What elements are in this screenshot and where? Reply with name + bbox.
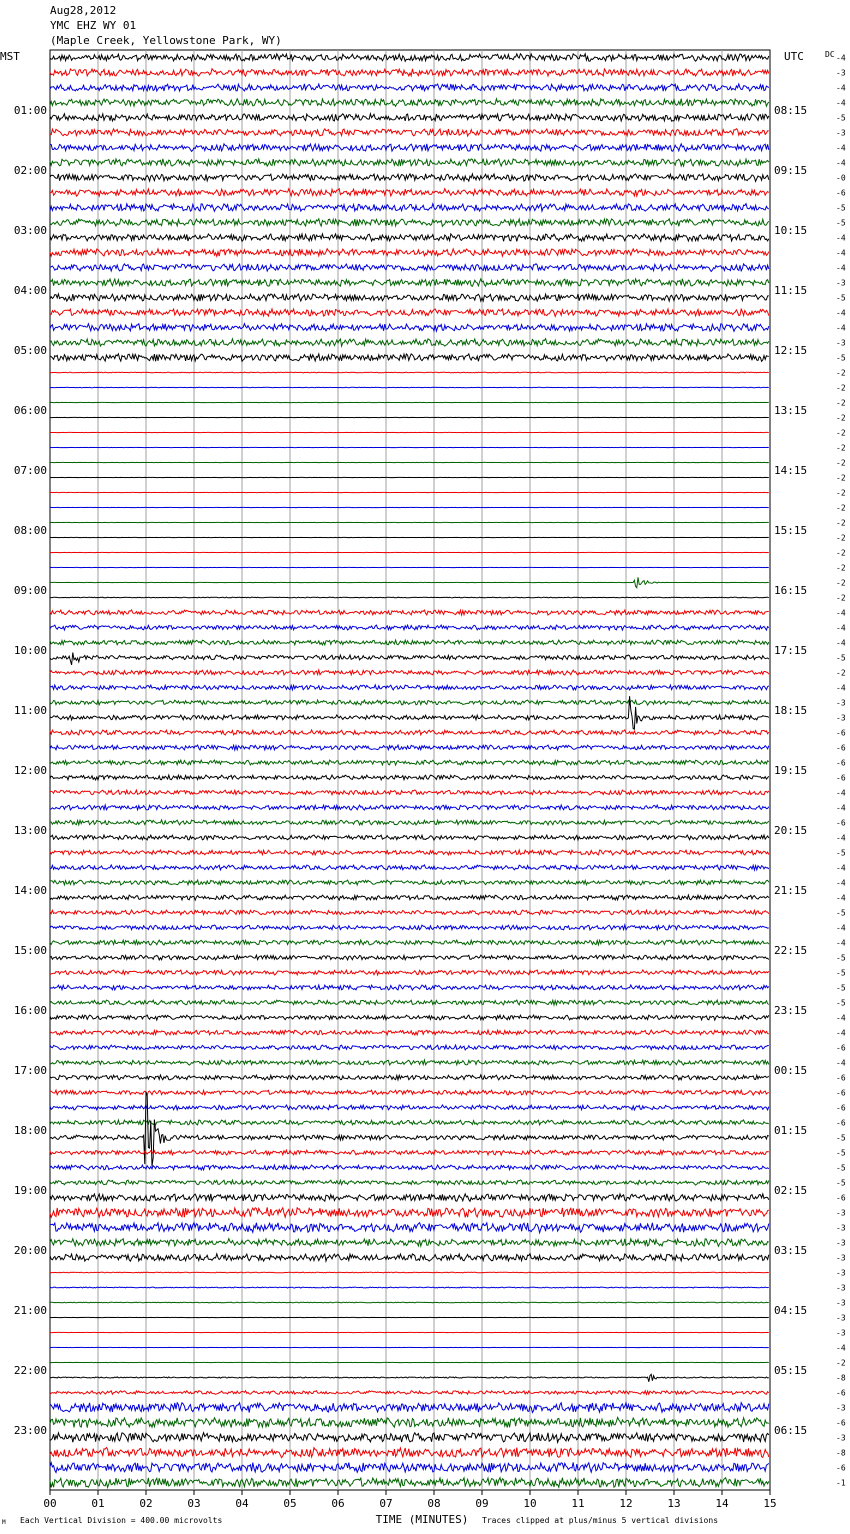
right-hour-label: 04:15 xyxy=(774,1304,808,1317)
right-hour-label: 08:15 xyxy=(774,104,808,117)
trace-row-67 xyxy=(50,1060,769,1065)
dc-offset-label: -6 xyxy=(836,1118,846,1128)
trace-row-12 xyxy=(50,234,769,242)
dc-offset-label: -3 xyxy=(836,1253,846,1263)
dc-offset-label: -4 xyxy=(836,263,846,273)
trace-row-5 xyxy=(50,129,769,136)
trace-row-18 xyxy=(50,324,769,332)
right-hour-label: 00:15 xyxy=(774,1064,808,1077)
trace-row-82 xyxy=(50,1287,769,1288)
trace-row-62 xyxy=(50,985,769,990)
x-tick-label: 06 xyxy=(331,1497,345,1510)
right-hour-label: 19:15 xyxy=(774,764,808,777)
dc-offset-label: -5 xyxy=(836,908,846,918)
right-hour-label: 12:15 xyxy=(774,344,808,357)
trace-row-91 xyxy=(50,1417,769,1427)
dc-offset-label: -6 xyxy=(836,1103,846,1113)
trace-row-64 xyxy=(50,1015,769,1020)
trace-row-54 xyxy=(50,865,769,870)
dc-offset-label: -3 xyxy=(836,1283,846,1293)
dc-offset-label: -3 xyxy=(836,1328,846,1338)
right-hour-label: 21:15 xyxy=(774,884,808,897)
dc-offset-label: -4 xyxy=(836,938,846,948)
trace-row-95 xyxy=(50,1478,769,1488)
x-tick-label: 10 xyxy=(523,1497,537,1510)
left-hour-label: 06:00 xyxy=(13,404,47,417)
dc-offset-label: -6 xyxy=(836,1463,846,1473)
x-tick-label: 09 xyxy=(475,1497,489,1510)
trace-row-7 xyxy=(50,159,769,166)
dc-offset-label: -4 xyxy=(836,83,846,93)
trace-row-2 xyxy=(50,84,769,91)
trace-row-89 xyxy=(50,1391,769,1395)
dc-offset-label: -6 xyxy=(836,188,846,198)
dc-offset-label: -2 xyxy=(836,563,846,573)
left-hour-label: 02:00 xyxy=(13,164,47,177)
dc-offset-label: -3 xyxy=(836,1433,846,1443)
left-hour-label: 13:00 xyxy=(13,824,47,837)
dc-offset-label: -4 xyxy=(836,98,846,108)
trace-row-3 xyxy=(50,99,769,107)
trace-row-38 xyxy=(50,625,769,630)
dc-offset-label: -2 xyxy=(836,413,846,423)
dc-offset-label: -0 xyxy=(836,173,846,183)
trace-row-74 xyxy=(50,1165,769,1170)
dc-offset-label: -4 xyxy=(836,893,846,903)
trace-row-59 xyxy=(50,940,769,945)
dc-offset-label: -5 xyxy=(836,1178,846,1188)
trace-row-72 xyxy=(50,1092,769,1167)
trace-row-11 xyxy=(50,219,769,227)
trace-row-69 xyxy=(50,1090,769,1095)
dc-offset-label: -6 xyxy=(836,1073,846,1083)
labels xyxy=(0,50,846,1526)
dc-offset-label: -2 xyxy=(836,548,846,558)
footer-mark: M xyxy=(2,1519,6,1526)
dc-offset-label: -1 xyxy=(836,1478,846,1488)
left-hour-label: 22:00 xyxy=(13,1364,47,1377)
dc-offset-label: -6 xyxy=(836,743,846,753)
footer-clip-note: Traces clipped at plus/minus 5 vertical divisions xyxy=(482,1516,719,1525)
x-axis-label: TIME (MINUTES) xyxy=(375,1513,469,1526)
dc-offset-label: -8 xyxy=(836,1448,846,1458)
dc-offset-label: -3 xyxy=(836,1313,846,1323)
dc-offset-label: -5 xyxy=(836,1148,846,1158)
trace-row-66 xyxy=(50,1045,769,1050)
trace-row-13 xyxy=(50,249,769,257)
dc-offset-label: -3 xyxy=(836,338,846,348)
trace-row-22 xyxy=(50,387,769,388)
trace-row-92 xyxy=(50,1433,769,1443)
trace-row-10 xyxy=(50,204,769,212)
trace-row-55 xyxy=(50,880,769,885)
dc-offset-label: -4 xyxy=(836,158,846,168)
traces xyxy=(50,54,769,1488)
trace-row-65 xyxy=(50,1030,769,1035)
dc-header-label: DC xyxy=(825,50,835,59)
dc-offset-label: -3 xyxy=(836,1238,846,1248)
x-tick-label: 07 xyxy=(379,1497,393,1510)
trace-row-48 xyxy=(50,775,769,780)
left-hour-label: 07:00 xyxy=(13,464,47,477)
dc-offset-label: -6 xyxy=(836,1388,846,1398)
dc-offset-label: -5 xyxy=(836,848,846,858)
trace-row-6 xyxy=(50,144,769,152)
left-hour-label: 11:00 xyxy=(13,704,47,717)
dc-offset-label: -4 xyxy=(836,623,846,633)
trace-row-42 xyxy=(50,685,769,690)
dc-offset-label: -5 xyxy=(836,218,846,228)
trace-row-4 xyxy=(50,114,769,121)
dc-offset-label: -5 xyxy=(836,353,846,363)
dc-offset-label: -3 xyxy=(836,698,846,708)
dc-offset-label: -4 xyxy=(836,1013,846,1023)
dc-offset-label: -3 xyxy=(836,68,846,78)
right-hour-label: 18:15 xyxy=(774,704,808,717)
dc-offset-label: -2 xyxy=(836,503,846,513)
dc-offset-label: -4 xyxy=(836,833,846,843)
dc-offset-label: -2 xyxy=(836,443,846,453)
trace-row-60 xyxy=(50,955,769,960)
dc-offset-label: -5 xyxy=(836,968,846,978)
trace-row-58 xyxy=(50,925,769,930)
x-tick-label: 08 xyxy=(427,1497,441,1510)
trace-row-68 xyxy=(50,1075,769,1080)
dc-offset-label: -3 xyxy=(836,1298,846,1308)
dc-offset-label: -3 xyxy=(836,128,846,138)
trace-row-0 xyxy=(50,54,769,62)
dc-offset-label: -2 xyxy=(836,428,846,438)
right-hour-label: 09:15 xyxy=(774,164,808,177)
dc-offset-label: -2 xyxy=(836,578,846,588)
left-hour-label: 04:00 xyxy=(13,284,47,297)
trace-row-81 xyxy=(50,1272,769,1273)
dc-offset-label: -4 xyxy=(836,608,846,618)
x-tick-label: 04 xyxy=(235,1497,249,1510)
trace-row-53 xyxy=(50,850,769,855)
dc-offset-label: -6 xyxy=(836,1088,846,1098)
trace-row-94 xyxy=(50,1462,769,1472)
dc-offset-label: -4 xyxy=(836,53,846,63)
trace-row-40 xyxy=(50,653,769,665)
dc-offset-label: -4 xyxy=(836,1028,846,1038)
left-hour-label: 17:00 xyxy=(13,1064,47,1077)
footer-scale-note: Each Vertical Division = 400.00 microvolts xyxy=(20,1516,223,1525)
left-hour-label: 15:00 xyxy=(13,944,47,957)
dc-offset-label: -2 xyxy=(836,383,846,393)
dc-offset-label: -4 xyxy=(836,638,846,648)
left-hour-label: 23:00 xyxy=(13,1424,47,1437)
dc-offset-label: -5 xyxy=(836,998,846,1008)
right-hour-label: 20:15 xyxy=(774,824,808,837)
right-hour-label: 02:15 xyxy=(774,1184,808,1197)
trace-row-77 xyxy=(50,1207,769,1217)
trace-row-50 xyxy=(50,805,769,810)
trace-row-35 xyxy=(50,577,769,587)
trace-row-1 xyxy=(50,69,769,77)
dc-offset-label: -2 xyxy=(836,368,846,378)
trace-row-16 xyxy=(50,294,769,301)
trace-row-79 xyxy=(50,1239,769,1247)
dc-offset-label: -3 xyxy=(836,1208,846,1218)
dc-offset-label: -2 xyxy=(836,458,846,468)
trace-row-41 xyxy=(50,670,769,675)
dc-offset-label: -3 xyxy=(836,713,846,723)
trace-row-14 xyxy=(50,264,769,272)
trace-row-17 xyxy=(50,309,769,317)
dc-offset-label: -6 xyxy=(836,758,846,768)
dc-offset-label: -4 xyxy=(836,1058,846,1068)
dc-offset-label: -6 xyxy=(836,1043,846,1053)
trace-row-46 xyxy=(50,745,769,750)
right-hour-label: 23:15 xyxy=(774,1004,808,1017)
trace-row-43 xyxy=(50,700,769,705)
left-hour-label: 08:00 xyxy=(13,524,47,537)
right-hour-label: 10:15 xyxy=(774,224,808,237)
left-hour-label: 19:00 xyxy=(13,1184,47,1197)
right-hour-label: 14:15 xyxy=(774,464,808,477)
header-station: YMC EHZ WY 01 xyxy=(50,19,137,32)
left-hour-label: 21:00 xyxy=(13,1304,47,1317)
right-hour-label: 17:15 xyxy=(774,644,808,657)
left-hour-label: 12:00 xyxy=(13,764,47,777)
dc-offset-label: -6 xyxy=(836,1193,846,1203)
trace-row-73 xyxy=(50,1150,769,1155)
right-hour-label: 11:15 xyxy=(774,284,808,297)
trace-row-21 xyxy=(50,372,769,373)
dc-offset-label: -4 xyxy=(836,1343,846,1353)
dc-offset-label: -4 xyxy=(836,788,846,798)
trace-row-47 xyxy=(50,760,769,765)
left-hour-label: 18:00 xyxy=(13,1124,47,1137)
dc-offset-label: -2 xyxy=(836,1358,846,1368)
dc-offset-label: -4 xyxy=(836,878,846,888)
dc-offset-label: -4 xyxy=(836,248,846,258)
trace-row-51 xyxy=(50,820,769,825)
dc-offset-label: -6 xyxy=(836,818,846,828)
x-tick-label: 13 xyxy=(667,1497,681,1510)
trace-row-15 xyxy=(50,279,769,287)
right-hour-label: 06:15 xyxy=(774,1424,808,1437)
dc-offset-label: -3 xyxy=(836,1403,846,1413)
trace-row-71 xyxy=(50,1120,769,1125)
left-hour-label: 14:00 xyxy=(13,884,47,897)
trace-row-70 xyxy=(50,1105,769,1110)
x-tick-label: 00 xyxy=(43,1497,57,1510)
dc-offset-label: -2 xyxy=(836,518,846,528)
dc-offset-label: -5 xyxy=(836,293,846,303)
trace-row-63 xyxy=(50,1000,769,1005)
right-hour-label: 03:15 xyxy=(774,1244,808,1257)
dc-offset-label: -5 xyxy=(836,1163,846,1173)
dc-offset-label: -5 xyxy=(836,113,846,123)
x-tick-label: 03 xyxy=(187,1497,201,1510)
dc-offset-label: -5 xyxy=(836,1133,846,1143)
dc-offset-label: -8 xyxy=(836,1373,846,1383)
dc-offset-label: -2 xyxy=(836,398,846,408)
left-hour-label: 16:00 xyxy=(13,1004,47,1017)
right-hour-label: 15:15 xyxy=(774,524,808,537)
left-hour-label: 10:00 xyxy=(13,644,47,657)
dc-offset-label: -5 xyxy=(836,203,846,213)
dc-offset-label: -4 xyxy=(836,143,846,153)
dc-offset-label: -6 xyxy=(836,773,846,783)
right-timezone-label: UTC xyxy=(784,50,804,63)
trace-row-75 xyxy=(50,1180,769,1185)
trace-row-56 xyxy=(50,895,769,900)
left-hour-label: 03:00 xyxy=(13,224,47,237)
dc-offset-label: -3 xyxy=(836,1268,846,1278)
dc-offset-label: -3 xyxy=(836,1223,846,1233)
x-tick-label: 12 xyxy=(619,1497,633,1510)
dc-offset-label: -2 xyxy=(836,668,846,678)
x-tick-label: 05 xyxy=(283,1497,297,1510)
trace-row-90 xyxy=(50,1403,769,1413)
dc-offset-label: -4 xyxy=(836,308,846,318)
trace-row-37 xyxy=(50,610,769,615)
x-tick-label: 15 xyxy=(763,1497,777,1510)
left-hour-label: 05:00 xyxy=(13,344,47,357)
trace-row-9 xyxy=(50,189,769,196)
trace-row-88 xyxy=(50,1374,769,1382)
dc-offset-label: -4 xyxy=(836,323,846,333)
dc-offset-label: -2 xyxy=(836,488,846,498)
dc-offset-label: -6 xyxy=(836,1418,846,1428)
trace-row-39 xyxy=(50,640,769,645)
trace-row-61 xyxy=(50,970,769,975)
trace-row-93 xyxy=(50,1448,769,1458)
x-tick-label: 14 xyxy=(715,1497,729,1510)
trace-row-8 xyxy=(50,174,769,182)
dc-offset-label: -3 xyxy=(836,278,846,288)
trace-row-36 xyxy=(50,597,769,598)
trace-row-83 xyxy=(50,1302,769,1303)
trace-row-20 xyxy=(50,354,769,362)
right-hour-label: 16:15 xyxy=(774,584,808,597)
trace-row-49 xyxy=(50,790,769,795)
trace-row-78 xyxy=(50,1223,769,1233)
trace-row-45 xyxy=(50,730,769,735)
dc-offset-label: -5 xyxy=(836,953,846,963)
trace-row-57 xyxy=(50,910,769,915)
left-hour-label: 20:00 xyxy=(13,1244,47,1257)
left-hour-label: 09:00 xyxy=(13,584,47,597)
x-tick-label: 02 xyxy=(139,1497,153,1510)
dc-offset-label: -4 xyxy=(836,863,846,873)
dc-offset-label: -4 xyxy=(836,923,846,933)
dc-offset-label: -6 xyxy=(836,728,846,738)
dc-offset-label: -2 xyxy=(836,533,846,543)
dc-offset-label: -2 xyxy=(836,593,846,603)
right-hour-label: 13:15 xyxy=(774,404,808,417)
dc-offset-label: -4 xyxy=(836,683,846,693)
x-tick-label: 11 xyxy=(571,1497,585,1510)
dc-offset-label: -4 xyxy=(836,803,846,813)
dc-offset-label: -4 xyxy=(836,233,846,243)
left-timezone-label: MST xyxy=(0,50,20,63)
left-hour-label: 01:00 xyxy=(13,104,47,117)
dc-offset-label: -2 xyxy=(836,473,846,483)
right-hour-label: 05:15 xyxy=(774,1364,808,1377)
right-hour-label: 22:15 xyxy=(774,944,808,957)
trace-row-80 xyxy=(50,1254,769,1262)
dc-offset-label: -5 xyxy=(836,983,846,993)
header-date: Aug28,2012 xyxy=(50,4,117,17)
right-hour-label: 01:15 xyxy=(774,1124,808,1137)
trace-row-19 xyxy=(50,339,769,347)
dc-offset-label: -5 xyxy=(836,653,846,663)
x-tick-label: 01 xyxy=(91,1497,105,1510)
trace-row-76 xyxy=(50,1194,769,1202)
header-location: (Maple Creek, Yellowstone Park, WY) xyxy=(50,34,282,47)
trace-row-52 xyxy=(50,835,769,840)
